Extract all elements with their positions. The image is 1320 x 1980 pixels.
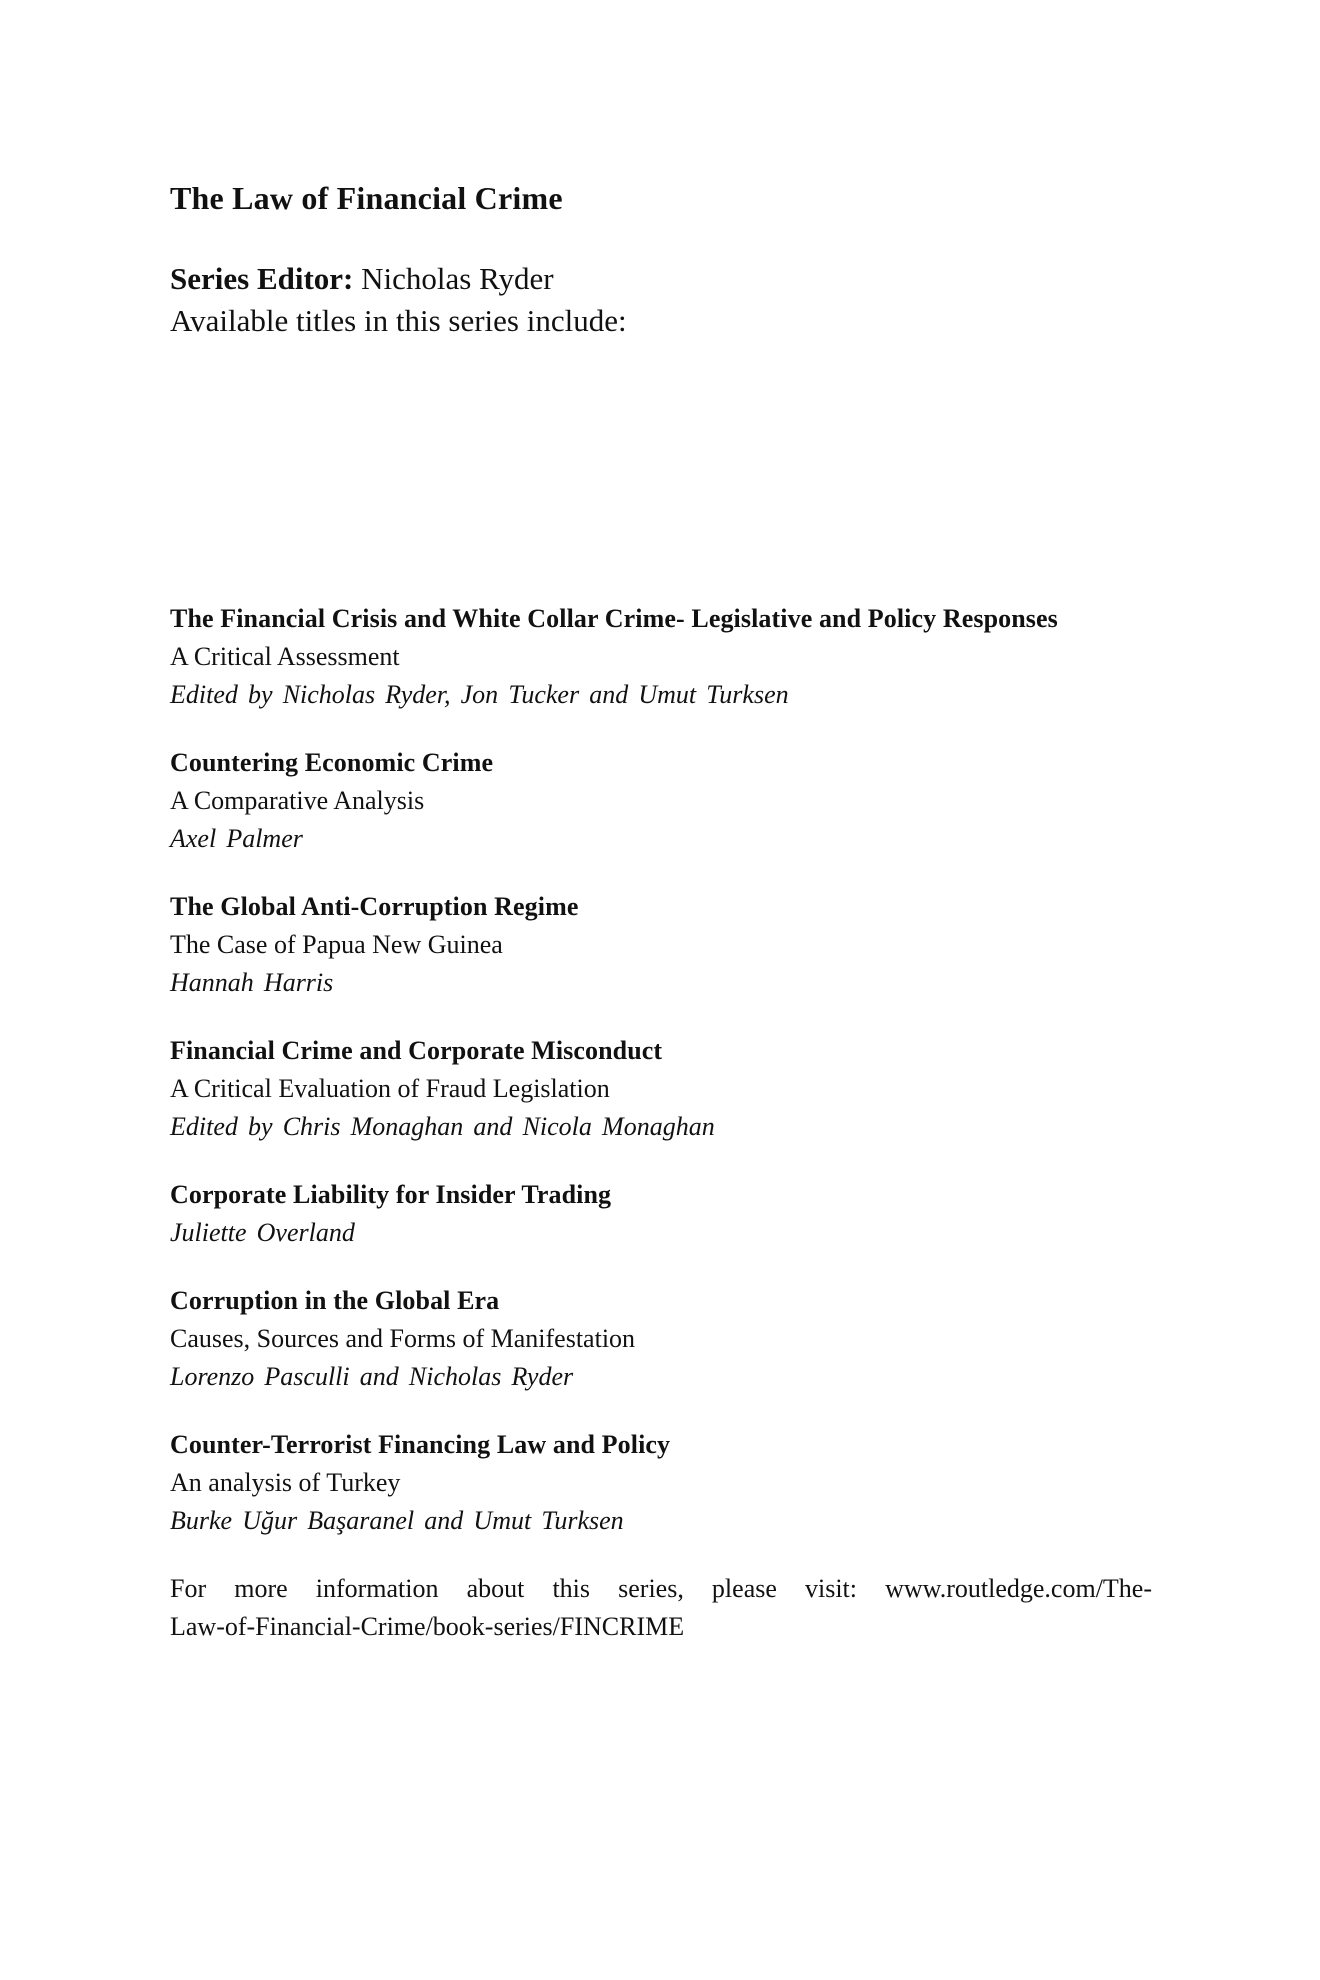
book-list bbox=[170, 600, 1152, 1646]
book-title: The Financial Crisis and White Collar Crime- Legislative and Policy Responses bbox=[170, 604, 1058, 633]
book-subtitle: A Critical Evaluation of Fraud Legislation bbox=[170, 1074, 610, 1103]
book-title: Counter-Terrorist Financing Law and Policy bbox=[170, 1430, 671, 1459]
series-info-text bbox=[170, 1570, 1152, 1646]
book-subtitle: The Case of Papua New Guinea bbox=[170, 930, 503, 959]
book-title: Corporate Liability for Insider Trading bbox=[170, 1180, 612, 1209]
book-authors: Juliette Overland bbox=[170, 1218, 355, 1247]
book-entry bbox=[170, 1426, 1152, 1540]
series-url-line: Law-of-Financial-Crime/book-series/FINCRIME bbox=[170, 1612, 685, 1641]
series-title: The Law of Financial Crime bbox=[170, 180, 563, 216]
book-entry bbox=[170, 888, 1152, 1002]
book-authors: Axel Palmer bbox=[170, 824, 303, 853]
available-titles-line: Available titles in this series include: bbox=[170, 303, 627, 338]
book-series-page bbox=[170, 0, 1152, 1980]
series-editor-label: Series Editor: bbox=[170, 261, 354, 296]
series-editor-line bbox=[170, 261, 554, 297]
book-title: The Global Anti-Corruption Regime bbox=[170, 892, 579, 921]
book-subtitle: An analysis of Turkey bbox=[170, 1468, 401, 1497]
book-entry bbox=[170, 1282, 1152, 1396]
book-authors: Edited by Nicholas Ryder, Jon Tucker and Umut Turksen bbox=[170, 680, 789, 709]
book-title: Countering Economic Crime bbox=[170, 748, 494, 777]
book-title: Corruption in the Global Era bbox=[170, 1286, 500, 1315]
book-subtitle: A Critical Assessment bbox=[170, 642, 400, 671]
series-info-line1: For more information about this series, please visit: www.routledge.com/The- bbox=[170, 1574, 1152, 1603]
book-subtitle: A Comparative Analysis bbox=[170, 786, 425, 815]
book-entry bbox=[170, 1032, 1152, 1146]
book-entry bbox=[170, 744, 1152, 858]
book-authors: Burke Uğur Başaranel and Umut Turksen bbox=[170, 1506, 624, 1535]
book-subtitle: Causes, Sources and Forms of Manifestation bbox=[170, 1324, 636, 1353]
book-entry bbox=[170, 600, 1152, 714]
book-authors: Lorenzo Pasculli and Nicholas Ryder bbox=[170, 1362, 574, 1391]
book-authors: Hannah Harris bbox=[170, 968, 334, 997]
book-entry bbox=[170, 1176, 1152, 1252]
series-editor-name: Nicholas Ryder bbox=[361, 261, 554, 296]
book-title: Financial Crime and Corporate Misconduct bbox=[170, 1036, 663, 1065]
book-authors: Edited by Chris Monaghan and Nicola Monaghan bbox=[170, 1112, 715, 1141]
